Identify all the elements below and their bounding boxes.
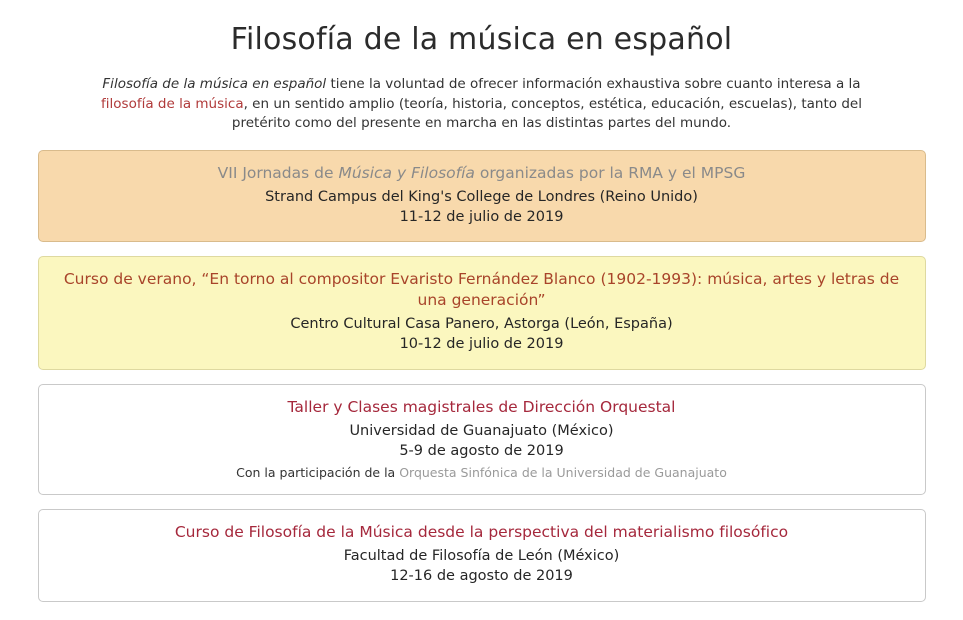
event-card-3-title [57, 397, 907, 418]
event-card-3-note-muted: Orquesta Sinfónica de la Universidad de Guanajuato [399, 465, 727, 481]
event-card-3-dates: 5-9 de agosto de 2019 [399, 442, 564, 459]
event-card-2-title-pre: Curso de verano, “En torno al compositor Evaristo Fernández Blanco (1902-1993): música, artes y letras de una generación” [63, 270, 900, 310]
event-card-1-place: Strand Campus del King's College de Londres (Reino Unido) [265, 188, 698, 205]
event-card-2-place: Centro Cultural Casa Panero, Astorga (León, España) [290, 316, 673, 333]
event-card-4-title [57, 522, 907, 543]
event-card-2-dates: 10-12 de julio de 2019 [399, 336, 564, 353]
intro-text-1: tiene la voluntad de ofrecer información exhaustiva sobre cuanto interesa a la [326, 76, 861, 92]
event-card-3-title-pre: Taller y Clases magistrales de Dirección Orquestal [287, 397, 676, 416]
event-card-3-note-strong: Con la participación de la [236, 465, 400, 481]
intro-link-filosofia-musica[interactable]: filosofía de la música [101, 95, 244, 112]
page-container [0, 22, 963, 602]
event-card-1-dates: 11-12 de julio de 2019 [399, 208, 564, 225]
event-card-3[interactable] [38, 384, 926, 496]
event-card-4-dates: 12-16 de agosto de 2019 [390, 568, 573, 585]
event-card-1-title-post: organizadas por la RMA y el MPSG [474, 163, 746, 182]
event-card-2[interactable] [38, 256, 926, 369]
intro-text-2: , en un sentido amplio (teoría, historia, conceptos, estética, educación, escuelas), tanto del pretérito como del presente en marcha en las distintas partes del mundo. [231, 95, 862, 132]
page-title: Filosofía de la música en español [230, 22, 733, 57]
event-card-4[interactable] [38, 509, 926, 602]
intro-site-name: Filosofía de la música en español [102, 76, 327, 92]
event-card-1-title-italic: Música y Filosofía [338, 163, 475, 182]
event-card-4-place: Facultad de Filosofía de León (México) [343, 548, 620, 565]
intro-paragraph [82, 75, 882, 134]
event-card-2-title [57, 269, 907, 311]
event-card-4-title-pre: Curso de Filosofía de la Música desde la perspectiva del materialismo filosófico [174, 523, 789, 542]
event-card-1[interactable] [38, 150, 926, 243]
event-card-3-note [57, 465, 907, 480]
event-card-1-title-pre: VII Jornadas de [217, 163, 339, 182]
event-card-1-title [57, 163, 907, 184]
event-card-3-place: Universidad de Guanajuato (México) [349, 422, 614, 439]
